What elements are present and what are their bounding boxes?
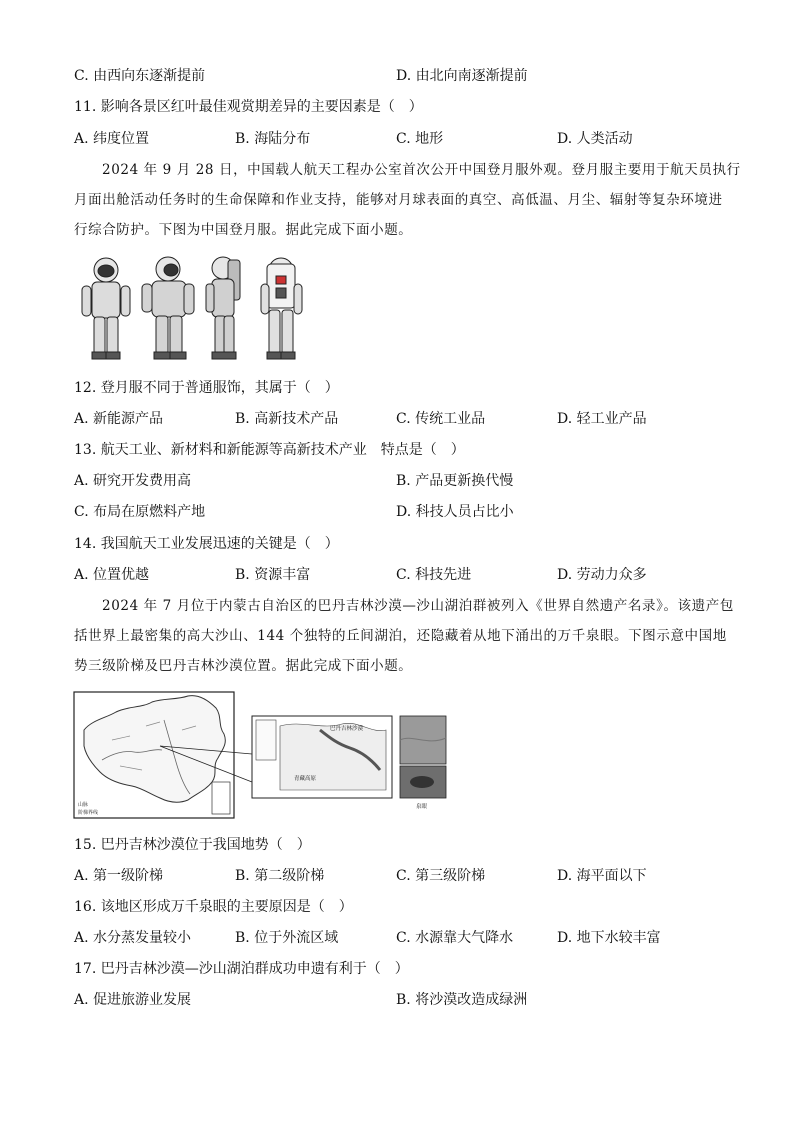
inset-desert-label: 巴丹吉林沙漠 [330,726,364,732]
q16-option-c: C. 水源靠大气降水 [396,930,514,946]
q12-option-c: C. 传统工业品 [396,411,486,427]
passage-line: 势三级阶梯及巴丹吉林沙漠位置。据此完成下面小题。 [74,658,413,674]
q12-stem: 12. 登月服不同于普通服饰，其属于（ ） [74,380,339,396]
q16-option-d: D. 地下水较丰富 [557,930,661,946]
q13-option-c: C. 布局在原燃料产地 [74,504,206,520]
inset-legend-box [256,720,276,760]
passage-line: 括世界上最密集的高大沙山、144 个独特的丘间湖泊，还隐藏着从地下涌出的万千泉眼。下图示意中国地 [74,628,727,644]
q17-option-b: B. 将沙漠改造成绿洲 [396,992,528,1008]
q11-option-a: A. 纬度位置 [74,131,150,147]
lunar-spacesuit-figure [78,254,318,362]
china-terrain-map-figure [72,690,450,822]
q15-option-a: A. 第一级阶梯 [74,868,164,884]
q13-stem: 13. 航天工业、新材料和新能源等高新技术产业 特点是（ ） [74,442,465,458]
inset-plateau-label: 青藏高原 [294,776,317,782]
passage-line: 月面出舱活动任务时的生命保障和作业支持，能够对月球表面的真空、高低温、月尘、辐射等复杂环境进 [74,192,723,208]
spacesuit-side [206,257,240,359]
q17-option-a: A. 促进旅游业发展 [74,992,192,1008]
q13-option-b: B. 产品更新换代慢 [396,473,514,489]
q14-option-c: C. 科技先进 [396,567,472,583]
passage-spacesuit [74,155,741,245]
legend-mountain: 山脉 [78,802,89,808]
q13-option-d: D. 科技人员占比小 [396,504,514,520]
passage-line: 行综合防护。下图为中国登月服。据此完成下面小题。 [74,222,413,238]
q12-option-d: D. 轻工业产品 [557,411,647,427]
passage-badain-jaran [74,591,734,681]
q11-option-b: B. 海陆分布 [235,131,311,147]
passage-line: 2024 年 7 月位于内蒙古自治区的巴丹吉林沙漠—沙山湖泊群被列入《世界自然遗产名录》。该遗产包 [102,598,734,614]
spacesuit-back [261,258,302,359]
q10-option-c: C. 由西向东逐渐提前 [74,68,206,84]
q15-option-d: D. 海平面以下 [557,868,647,884]
q15-stem: 15. 巴丹吉林沙漠位于我国地势（ ） [74,837,311,853]
q14-option-a: A. 位置优越 [74,567,150,583]
photo-caption: 泉眼 [416,804,428,810]
q17-stem: 17. 巴丹吉林沙漠—沙山湖泊群成功申遗有利于（ ） [74,961,409,977]
q11-option-c: C. 地形 [396,131,444,147]
q15-option-b: B. 第二级阶梯 [235,868,325,884]
q11-option-d: D. 人类活动 [557,131,633,147]
spring-eye [410,776,434,788]
q15-option-c: C. 第三级阶梯 [396,868,486,884]
passage-line: 2024 年 9 月 28 日，中国载人航天工程办公室首次公开中国登月服外观。登月服主要用于航天员执行 [102,162,741,178]
q14-stem: 14. 我国航天工业发展迅速的关键是（ ） [74,536,339,552]
q14-option-d: D. 劳动力众多 [557,567,647,583]
q13-option-a: A. 研究开发费用高 [74,473,192,489]
spacesuit-front [82,258,130,359]
q12-option-b: B. 高新技术产品 [235,411,339,427]
spacesuit-three-quarter [142,257,194,359]
q16-stem: 16. 该地区形成万千泉眼的主要原因是（ ） [74,899,353,915]
q16-option-a: A. 水分蒸发量较小 [74,930,192,946]
q11-stem: 11. 影响各景区红叶最佳观赏期差异的主要因素是（ ） [74,99,423,115]
q10-option-d: D. 由北向南逐渐提前 [396,68,528,84]
q12-option-a: A. 新能源产品 [74,411,164,427]
q16-option-b: B. 位于外流区域 [235,930,339,946]
legend-step-boundary: 阶梯界线 [78,810,99,816]
q14-option-b: B. 资源丰富 [235,567,311,583]
